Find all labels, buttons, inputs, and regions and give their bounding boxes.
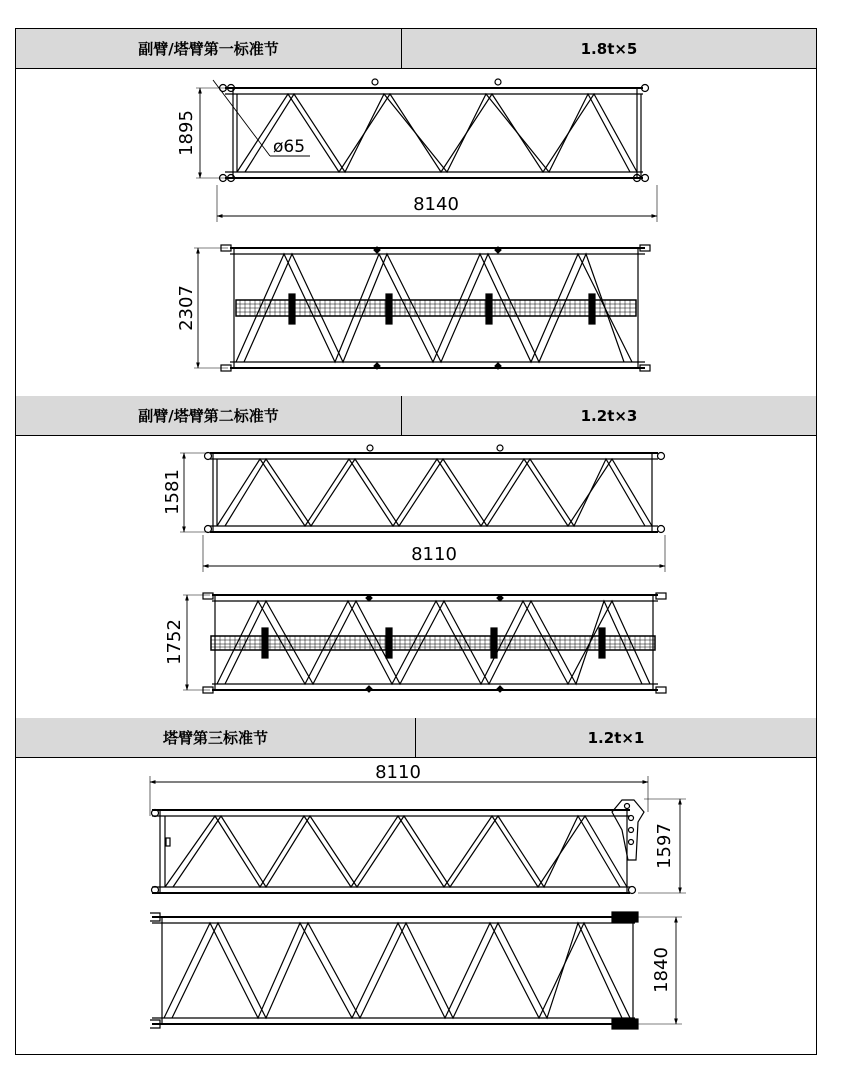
section-3-name: 塔臂第三标准节 — [16, 718, 416, 757]
section-2-length-dim: 8110 — [411, 544, 457, 565]
section-1-top-view — [194, 245, 650, 371]
section-3-width-dim: 1840 — [651, 947, 672, 993]
section-1-width-dim: 2307 — [176, 285, 197, 331]
section-1-name: 副臂/塔臂第一标准节 — [16, 29, 402, 68]
section-2-width-dim: 1752 — [164, 619, 185, 665]
section-1-height-dim: 1895 — [176, 110, 197, 156]
section-1-length-dim: 8140 — [413, 194, 459, 215]
section-3-length-dim: 8110 — [375, 762, 421, 783]
section-2-height-dim: 1581 — [162, 469, 183, 515]
section-1-pin-diameter: ø65 — [273, 137, 306, 157]
section-1-spec: 1.8t×5 — [580, 39, 638, 58]
section-3-side-view — [150, 776, 686, 894]
section-2-top-view — [183, 593, 666, 693]
section-3-spec: 1.2t×1 — [587, 728, 645, 747]
section-3-height-dim: 1597 — [654, 823, 675, 869]
section-2-spec: 1.2t×3 — [580, 406, 638, 425]
section-3-top-view — [150, 912, 682, 1029]
section-2-name: 副臂/塔臂第二标准节 — [16, 396, 402, 435]
